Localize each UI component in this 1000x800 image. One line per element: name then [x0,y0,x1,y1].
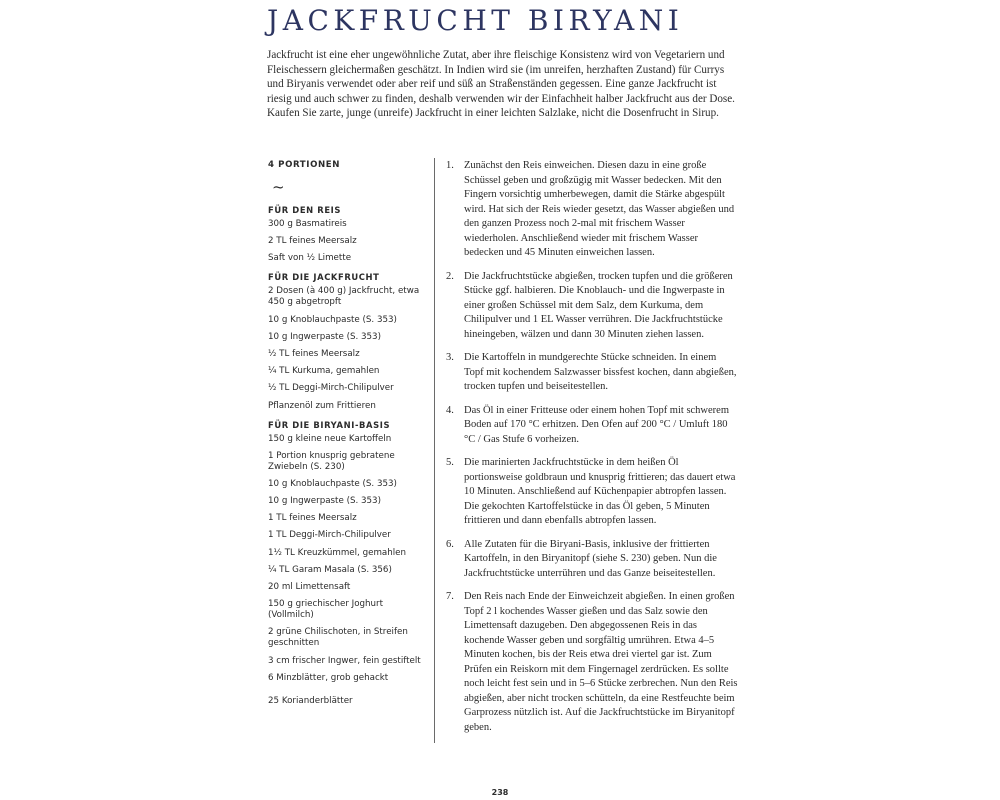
step-text: Die marinierten Jackfruchtstücke in dem heißen Öl portionsweise goldbraun und knusprig frittieren; das dauert etwa 10 Minuten. Anschließend auf Küchenpapier abtropfen lassen. Die gekochten Kartoffelstücke in das Öl geben, 5 Minuten frittieren und dann ebenfalls abtropfen lassen. [464,457,736,526]
ingredient-item: Saft von ½ Limette [268,253,352,264]
method-step [446,590,738,735]
ingredient-item: 6 Minzblätter, grob gehackt [268,672,389,683]
ingredient-group-biryani-base [268,420,428,707]
step-number: 6. [446,538,454,550]
method-step [446,538,738,582]
ingredient-item: 300 g Basmatireis [268,219,347,229]
method-step [446,159,738,261]
step-text: Den Reis nach Ende der Einweichzeit abgießen. In einen großen Topf 2 l kochendes Wasser gießen und das Salz sowie den Limettensaft dazugeben. Den abgegossenen Reis in das kochende Wasser geben und sorgfältig umrühren. Etwa 4–5 Minuten kochen, bis der Reis etwa drei viertel gar ist. Zum Prüfen ein Reiskorn mit dem Fingernagel zerdrücken. Es sollte noch leicht fest sein und in 5–6 Stücke zerbrechen. Nun den Reis abgießen, aber nicht trocken schütteln, da eine Restfeuchte beim Garprozess nützlich ist. Auf die Jackfruchtstücke im Biryanitopf geben. [464,591,738,733]
ingredient-item: ¼ TL Garam Masala (S. 356) [268,564,392,575]
ingredient-item: 10 g Knoblauchpaste (S. 353) [268,478,397,489]
step-number: 3. [446,352,454,363]
step-number: 4. [446,404,454,416]
method-step [446,351,738,395]
recipe-title: JACKFRUCHT BIRYANI [267,4,684,37]
ingredient-group-jackfruit [268,272,428,411]
ingredient-item: 2 Dosen (à 400 g) Jackfrucht, etwa 450 g abgetropft [268,286,420,308]
ingredient-item: 25 Korianderblätter [268,695,353,706]
ingredient-list [268,160,428,713]
step-text: Die Jackfruchtstücke abgießen, trocken tupfen und die größeren Stücke ggf. halbieren. Die Knoblauch- und die Ingwerpaste in einer großen Schüssel mit dem Salz, dem Kurkuma, dem Chilipulver und 1 EL Wasser verrühren. Die Jackfruchtstücke hineingeben, wälzen und dann 30 Minuten ziehen lassen. [464,270,733,340]
ingredient-item: ½ TL feines Meersalz [268,348,360,359]
ingredient-item: ½ TL Deggi-Mirch-Chilipulver [268,383,394,394]
step-number: 1. [446,160,454,171]
portions-label: 4 PORTIONEN [268,160,341,170]
ingredient-group-rice [268,205,428,264]
method-step [446,270,738,343]
ingredient-item: 10 g Ingwerpaste (S. 353) [268,496,381,507]
ingredient-group-title: FÜR DIE BIRYANI-BASIS [268,419,391,430]
ingredient-item: 1 TL feines Meersalz [268,513,357,524]
ingredient-item: 1 TL Deggi-Mirch-Chilipulver [268,530,391,541]
ingredient-item: Pflanzenöl zum Frittieren [268,400,376,411]
ingredient-item: 150 g kleine neue Kartoffeln [268,433,392,444]
tilde-separator: ~ [272,178,285,196]
step-number: 2. [446,270,454,282]
ingredient-item: 20 ml Limettensaft [268,582,351,592]
step-text: Das Öl in einer Fritteuse oder einem hohen Topf mit schwerem Boden auf 170 °C erhitzen. Den Ofen auf 200 °C / Umluft 180 °C / Gas Stufe 6 vorheizen. [464,404,730,445]
ingredient-item: 2 TL feines Meersalz [268,236,357,247]
recipe-intro: Jackfrucht ist eine eher ungewöhnliche Zutat, aber ihre fleischige Konsistenz wird von Vegetariern und Fleischessern gleichermaßen geschätzt. In Indien wird sie (im unreifen, herzhaften Zustand) für Currys und Biryanis verwendet oder aber reif und süß an Straßenständen gegessen. Eine ganze Jackfrucht ist riesig und auch schwer zu finden, deshalb verwenden wir der Einfachheit halber Jackfrucht aus der Dose. Kaufen Sie zarte, junge (unreife) Jackfrucht in einer leichten Salzlake, nicht die Dosenfrucht in Sirup. [267,49,735,120]
ingredient-item: 10 g Knoblauchpaste (S. 353) [268,314,397,325]
ingredient-item: 10 g Ingwerpaste (S. 353) [268,331,381,342]
method-steps [446,159,738,744]
method-step [446,404,738,448]
ingredient-item: 1½ TL Kreuzkümmel, gemahlen [268,547,406,558]
ingredient-item: 2 grüne Chilischoten, in Streifen geschnitten [268,627,408,649]
step-text: Die Kartoffeln in mundgerechte Stücke schneiden. In einem Topf mit kochendem Salzwasser bissfest kochen, dann abgießen, trocken tupfen und beiseitestellen. [464,352,737,392]
step-number: 7. [446,591,454,602]
ingredient-group-title: FÜR DEN REIS [268,205,342,215]
ingredient-item: 1 Portion knusprig gebratene Zwiebeln (S. 230) [268,450,395,472]
ingredient-item: ¼ TL Kurkuma, gemahlen [268,366,380,377]
step-text: Zunächst den Reis einweichen. Diesen dazu in eine große Schüssel geben und großzügig mit Wasser bedecken. Mit den Fingern vorsichtig umherbewegen, damit die Stärke abgespült wird. Hat sich der Reis wieder gesetzt, das Wasser abgießen und den ganzen Prozess noch 2-mal mit frischem Wasser wiederholen. Anschließend wieder mit frischem Wasser bedecken und 45 Minuten einweichen lassen. [464,160,735,258]
column-divider [434,158,435,743]
ingredient-group-title: FÜR DIE JACKFRUCHT [268,272,380,283]
page-number: 238 [491,788,509,797]
step-number: 5. [446,457,454,468]
method-step [446,456,738,529]
step-text: Alle Zutaten für die Biryani-Basis, inklusive der frittierten Kartoffeln, in den Biryanitopf (siehe S. 230) geben. Nun die Jackfruchtstücke unterrühren und das Ganze beiseitestellen. [464,538,717,579]
ingredient-item: 150 g griechischer Joghurt (Vollmilch) [268,599,384,621]
ingredient-item: 3 cm frischer Ingwer, fein gestiftelt [268,655,421,666]
